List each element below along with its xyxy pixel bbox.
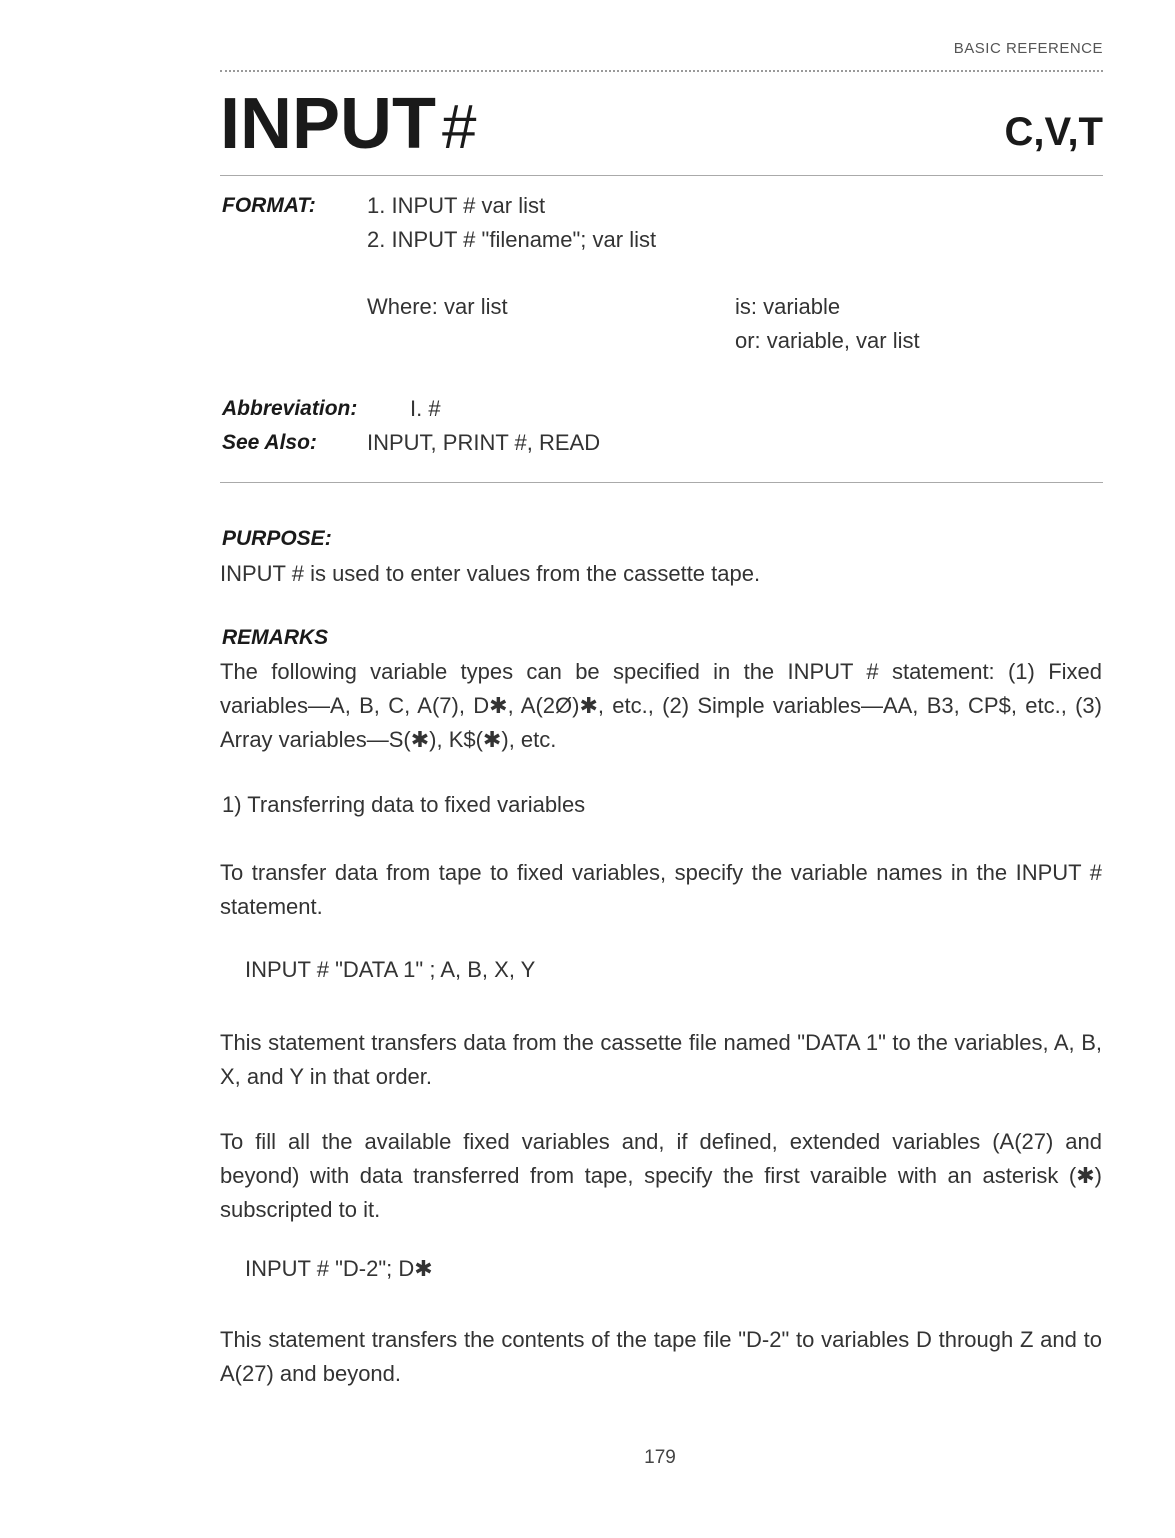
abbreviation-value: I. # [410,396,441,421]
remarks-paragraph-5: This statement transfers the contents of the tape file "D-2" to variables D through Z and to A(27) and beyond. [220,1327,1102,1386]
header-divider [220,70,1103,72]
title-command: INPUT [220,84,436,164]
title-divider [220,175,1103,176]
remarks-item-1: 1) Transferring data to fixed variables [222,792,586,817]
purpose-heading: PURPOSE: [222,527,332,550]
format-is: is: variable [735,294,841,319]
page-number: 179 [644,1447,676,1468]
remarks-paragraph-2: To transfer data from tape to fixed variables, specify the variable names in the INPUT # statement. [220,860,1102,919]
format-divider [220,482,1103,483]
code-example-2: INPUT # "D-2"; D✱ [245,1256,433,1281]
title-hash: # [442,93,477,162]
format-line-2: 2. INPUT # "filename"; var list [367,227,657,252]
purpose-text: INPUT # is used to enter values from the cassette tape. [220,561,761,586]
format-or: or: variable, var list [735,328,920,353]
abbreviation-label: Abbreviation: [222,397,358,420]
format-line-1: 1. INPUT # var list [367,193,546,218]
format-where: Where: var list [367,294,508,319]
modes-indicator: C,V,T [1004,110,1103,154]
remarks-paragraph-3: This statement transfers data from the cassette file named "DATA 1" to the variables, A, B, X, and Y in that order. [220,1030,1102,1089]
code-example-1: INPUT # "DATA 1" ; A, B, X, Y [245,957,536,982]
page-title [220,84,477,164]
see-also-value: INPUT, PRINT #, READ [367,430,601,455]
remarks-heading: REMARKS [222,626,329,649]
remarks-paragraph-4: To fill all the available fixed variables and, if defined, extended variables (A(27) and beyond) with data transferred from tape, specify the first varaible with an asterisk (✱) subscripted to it. [220,1129,1102,1222]
section-header-label: BASIC REFERENCE [953,40,1103,57]
format-label: FORMAT: [222,194,316,217]
remarks-paragraph-1: The following variable types can be specified in the INPUT # statement: (1) Fixed variables—A, B, C, A(7), D✱, A(2Ø)✱, etc., (2) Simple variables—AA, B3, CP$, etc., (3) Array variables—S(✱), K$(✱), etc. [220,659,1102,752]
see-also-label: See Also: [222,431,317,454]
